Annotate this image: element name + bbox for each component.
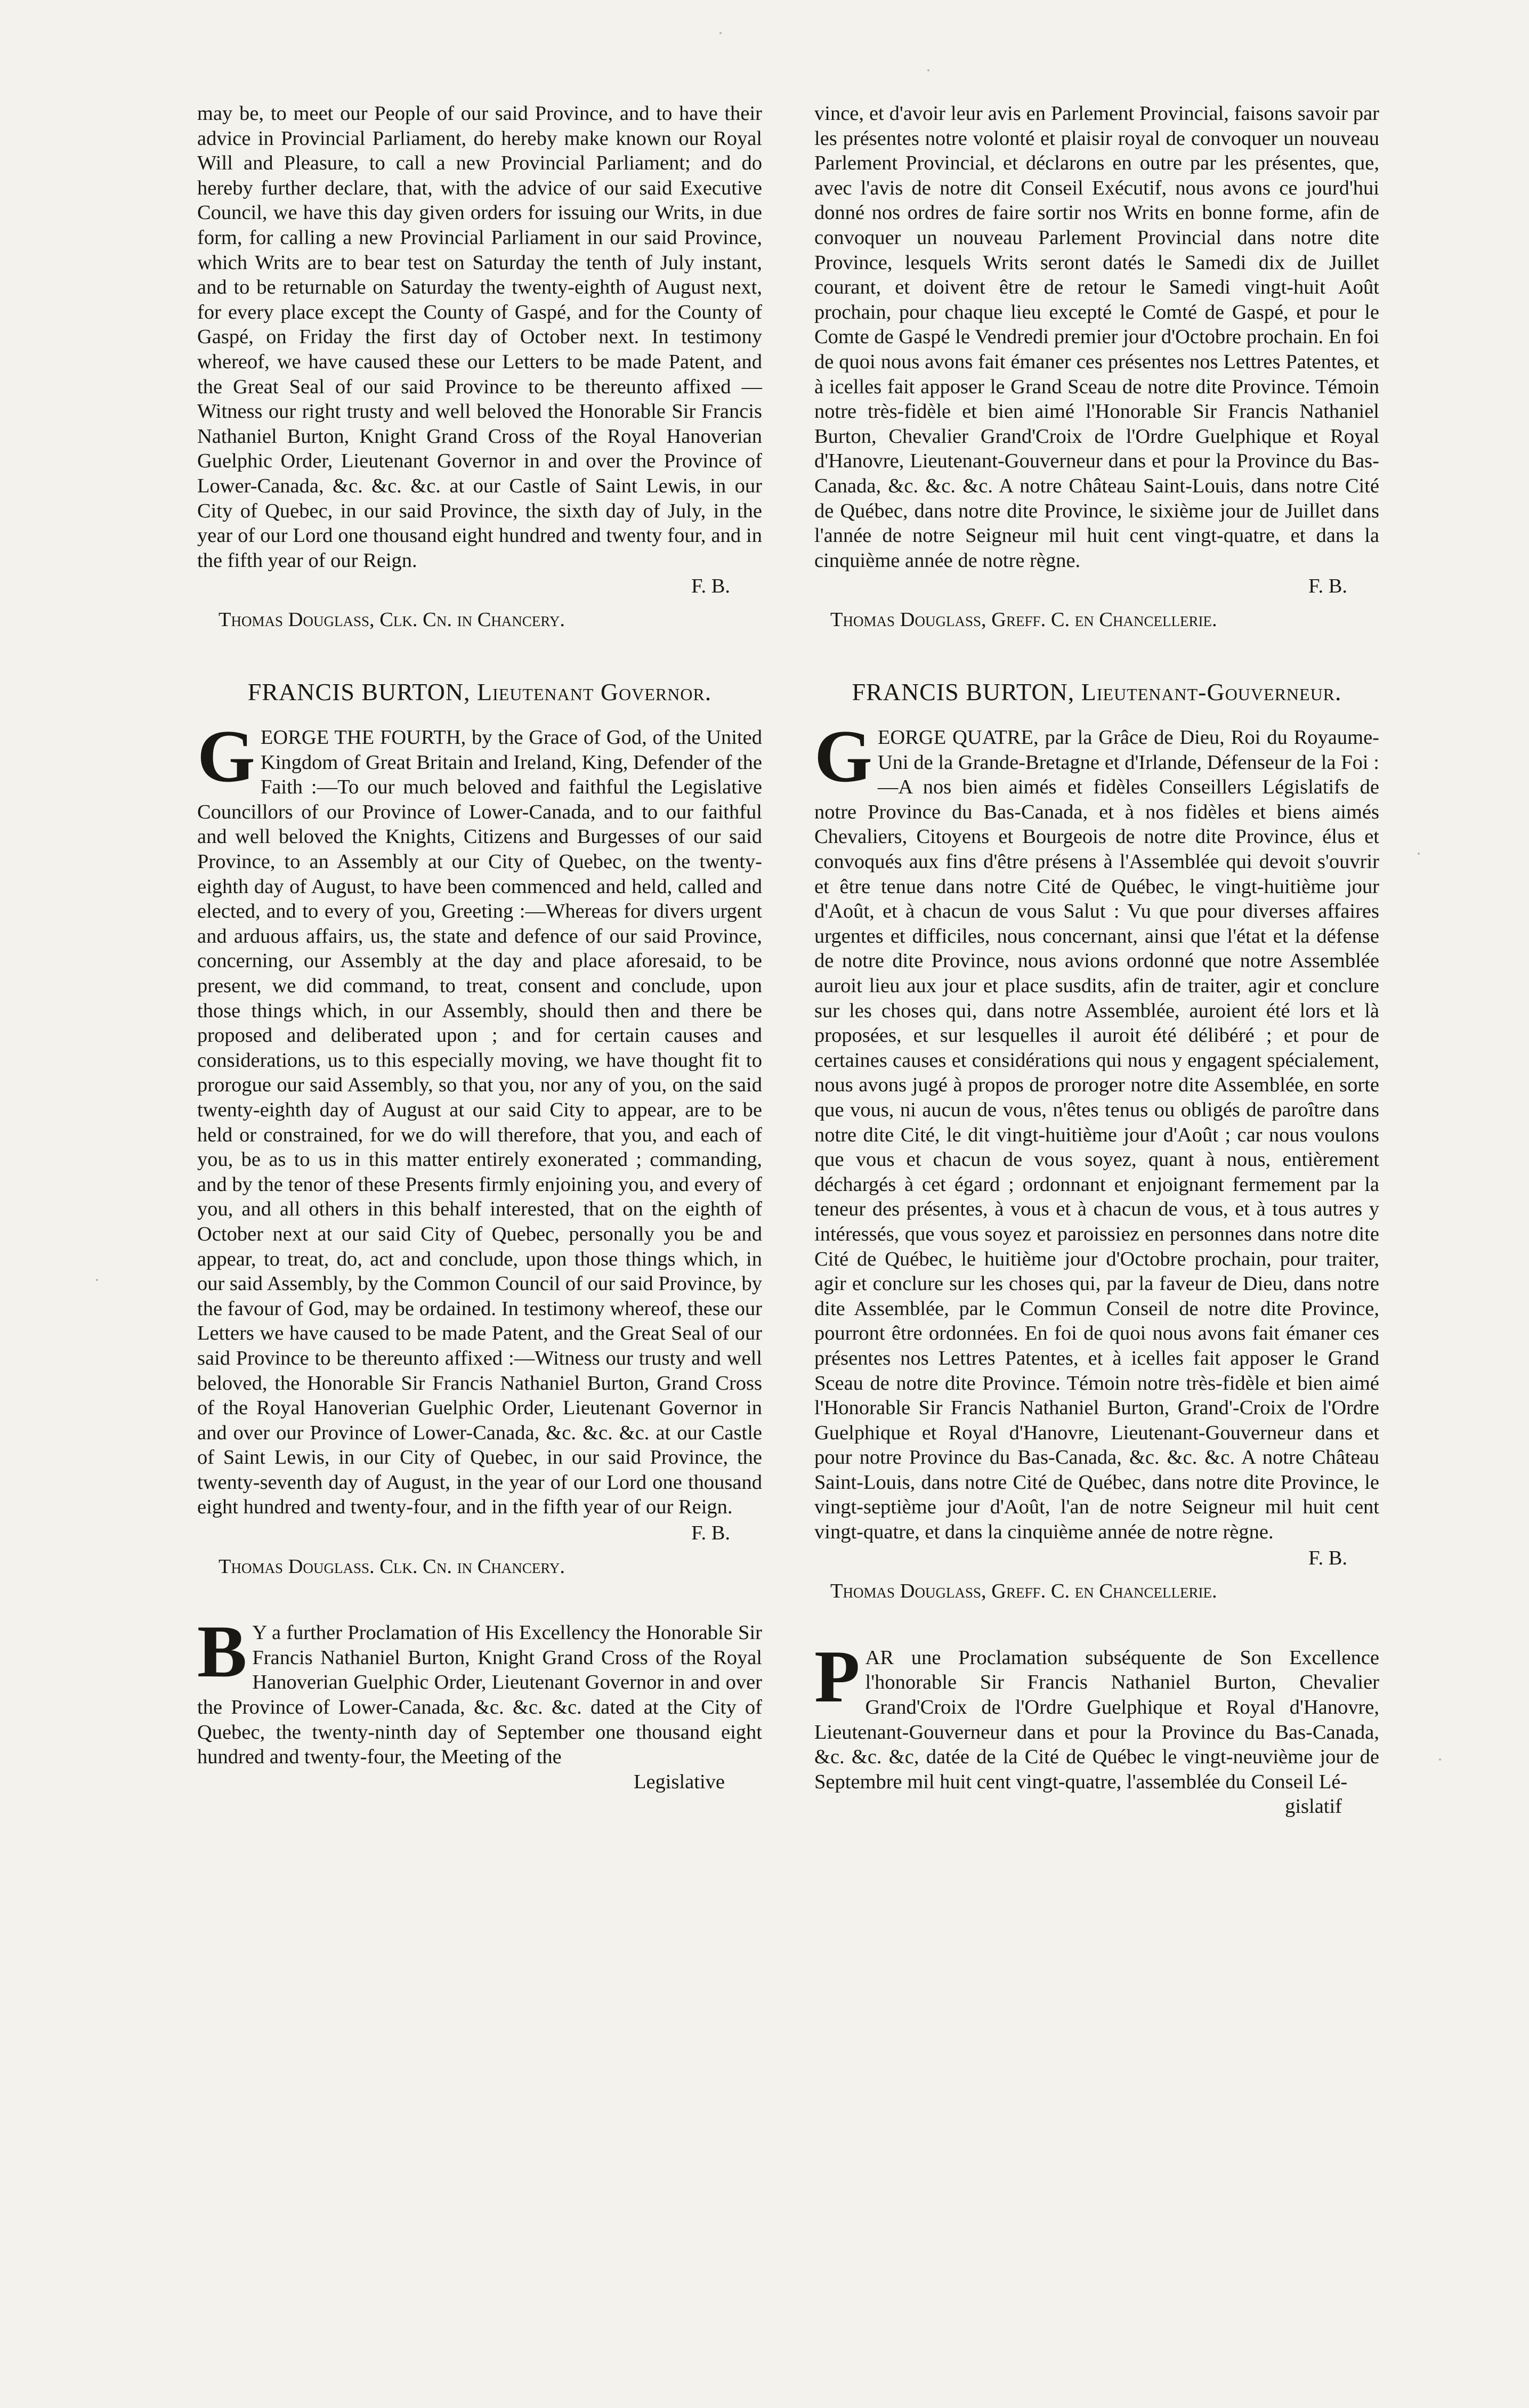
proclamation-body: Y a further Proclamation of His Excellency the Honorable Sir Francis Nathaniel Burton, Knight Grand Cross of the Royal Hanoverian Guelphic Order, Lieutenant Governor in and over the Province of Lower-Canada, &c. &c. &c. dated at the City of Quebec, the twenty-ninth day of September one thousand eight hundred and twenty-four, the Meeting of the <box>197 1621 762 1769</box>
clerk-signature: Thomas Douglass, Greff. C. en Chancellerie. <box>830 1580 1217 1603</box>
section-heading <box>814 680 1379 705</box>
section-heading <box>197 680 762 705</box>
english-column <box>197 101 762 1794</box>
print-speck <box>927 69 929 71</box>
heading-title: Lieutenant Governor. <box>477 678 712 706</box>
drop-cap: G <box>197 715 255 798</box>
proclamation-body: AR une Proclamation subséquente de Son Excellence l'honorable Sir Francis Nathaniel Burton, Chevalier Grand'Croix de l'Ordre Guelphique et Royal d'Hanovre, Lieutenant-Gouverneur dans et pour la Province du Bas-Canada, &c. &c. &c, datée de la Cité de Québec le vingt-neuvième jour de Septembre mil huit cent vingt-quatre, l'assemblée du Conseil Lé- <box>814 1646 1379 1793</box>
signature-initials: F. B. <box>1308 575 1347 598</box>
further-proclamation-en <box>197 1610 762 1770</box>
heading-name: FRANCIS BURTON, <box>247 678 471 706</box>
signature-initials: F. B. <box>691 1522 730 1545</box>
proclamation-prorogation-fr <box>814 715 1379 1545</box>
catchword: Legislative <box>633 1770 725 1793</box>
drop-cap: P <box>814 1635 860 1718</box>
proclamation-prorogation-en <box>197 715 762 1520</box>
opening-words: EORGE QUATRE, <box>877 726 1039 749</box>
print-speck <box>96 1279 98 1281</box>
drop-cap: G <box>814 715 872 798</box>
further-proclamation-fr <box>814 1635 1379 1795</box>
proclamation-continuation-en: may be, to meet our People of our said Province, and to have their advice in Provincial Parliament, do hereby make known our Royal Will and Pleasure, to call a new Provincial Parliament; and do hereby further declare, that, with the advice of our said Executive Council, we have this day given orders for issuing our Writs, in due form, for calling a new Provincial Parliament in our said Province, which Writs are to bear test on Saturday the tenth of July instant, and to be returnable on Saturday the twenty-eighth of August next, for every place except the County of Gaspé, and for the County of Gaspé, on Friday the first day of October next. In testimony whereof, we have caused these our Letters to be made Patent, and the Great Seal of our said Province to be thereunto affixed —Witness our right trusty and well beloved the Honorable Sir Francis Nathaniel Burton, Knight Grand Cross of the Royal Hanoverian Guelphic Order, Lieutenant Governor in and over the Province of Lower-Canada, &c. &c. &c. at our Castle of Saint Lewis, in our City of Quebec, in our said Province, the sixth day of July, in the year of our Lord one thousand eight hundred and twenty four, and in the fifth year of our Reign. <box>197 102 762 572</box>
print-speck <box>1418 853 1420 855</box>
french-column <box>814 101 1379 1819</box>
clerk-signature: Thomas Douglass, Clk. Cn. in Chancery. <box>219 608 565 631</box>
print-speck <box>1439 1758 1441 1761</box>
print-speck <box>719 32 722 34</box>
proclamation-body: par la Grâce de Dieu, Roi du Royaume-Uni de la Grande-Bretagne et d'Irlande, Défenseur de la Foi :—A nos bien aimés et fidèles Conseillers Législatifs de notre Province du Bas-Canada, et à nos fidèles et biens aimés Chevaliers, Citoyens et Bourgeois de notre dite Province, élus et convoqués aux fins d'être présens à l'Assemblée qui devoit s'ouvrir et être tenue dans notre Cité de Québec, le vingt-huitième jour d'Août, et à chacun de vous Salut : Vu que pour diverses affaires urgentes et difficiles, nous concernant, ainsi que l'état et la défense de notre dite Province, nous avions ordonné que notre Assemblée auroit lieu aux jour et place susdits, afin de traiter, agir et conclure sur les choses qui, dans notre Assemblée, auroient été lors et là proposées, et sur lesquelles il auroit été délibéré ; et pour de certaines causes et considérations qui nous y engagent spécialement, nous avons jugé à propos de proroger notre dite Assemblée, en sorte que vous, ni aucun de vous, n'êtes tenus ou obligés de paroître dans notre dite Cité, le dit vingt-huitième jour d'Août ; car nous voulons que vous et chacun de vous soyez, quant à nous, entièrement déchargés à cet égard ; ordonnant et enjoignant fermement par la teneur des présentes, à vous et à chacun de vous, et à tous autres y intéressés, que vous soyez et paroissiez en personnes dans notre dite Cité de Québec, le huitième jour d'Octobre prochain, pour traiter, agir et conclure sur les choses qui, par la faveur de Dieu, dans notre dite Assemblée, par le Commun Conseil de notre dite Province, pourront être ordonnées. En foi de quoi nous avons fait émaner ces présentes nos Lettres Patentes, et à icelles fait apposer le Grand Sceau de notre dite Province. Témoin notre très-fidèle et bien aimé l'Honorable Sir Francis Nathaniel Burton, Grand'-Croix de l'Ordre Guelphique et Royal d'Hanovre, Lieutenant-Gouverneur dans et pour notre Province du Bas-Canada, &c. &c. &c. A notre Château Saint-Louis, dans notre Cité de Québec, dans notre dite Province, le vingt-septième jour d'Août, l'an de notre Seigneur mil huit cent vingt-quatre, et dans la cinquième année de notre règne. <box>814 726 1379 1544</box>
opening-words: EORGE THE FOURTH, <box>260 726 466 749</box>
proclamation-continuation-fr: vince, et d'avoir leur avis en Parlement Provincial, faisons savoir par les présentes notre volonté et plaisir royal de convoquer un nouveau Parlement Provincial, et déclarons en outre par les présentes, que, avec l'avis de notre dit Conseil Exécutif, nous avons ce jourd'hui donné nos ordres de faire sortir nos Writs en bonne forme, afin de convoquer un nouveau Parlement Provincial dans notre dite Province, lesquels Writs seront datés le Samedi dix de Juillet courant, et doivent être de retour le Samedi vingt-huit Août prochain, pour chaque lieu excepté le Comté de Gaspé, et pour le Comte de Gaspé le Vendredi premier jour d'Octobre prochain. En foi de quoi nous avons fait émaner ces présentes nos Lettres Patentes, et à icelles fait apposer le Grand Sceau de notre dite Province. Témoin notre très-fidèle et bien aimé l'Honorable Sir Francis Nathaniel Burton, Chevalier Grand'Croix de l'Ordre Guelphique et Royal d'Hanovre, Lieutenant-Gouverneur dans et pour la Province du Bas-Canada, &c. &c. &c. A notre Château Saint-Louis, dans notre Cité de Québec, dans notre dite Province, le sixième jour de Juillet dans l'année de notre Seigneur mil huit cent vingt-quatre, et dans la cinquième année de notre règne. <box>814 102 1379 572</box>
heading-title: Lieutenant-Gouverneur. <box>1081 678 1342 706</box>
heading-name: FRANCIS BURTON, <box>852 678 1075 706</box>
signature-initials: F. B. <box>691 575 730 598</box>
signature-initials: F. B. <box>1308 1546 1347 1569</box>
drop-cap: B <box>197 1610 247 1693</box>
clerk-signature: Thomas Douglass. Clk. Cn. in Chancery. <box>219 1555 565 1578</box>
proclamation-body: by the Grace of God, of the United Kingdom of Great Britain and Ireland, King, Defender of the Faith :—To our much beloved and faithful the Legislative Councillors of our Province of Lower-Canada, and to our faithful and well beloved the Knights, Citizens and Burgesses of our said Province, to an Assembly at our City of Quebec, on the twenty-eighth day of August, to have been commenced and held, called and elected, and to every of you, Greeting :—Whereas for divers urgent and arduous affairs, us, the state and defence of our said Province, concerning, our Assembly at the day and place aforesaid, to be present, we did command, to treat, consent and conclude, upon those things which, in our Assembly, should then and there be proposed and deliberated upon ; and for certain causes and considerations, us to this especially moving, we have thought fit to prorogue our said Assembly, so that you, nor any of you, on the said twenty-eighth day of August at our said City to appear, are to be held or constrained, for we do will therefore, that you, and each of you, be as to us in this matter entirely exonerated ; commanding, and by the tenor of these Presents firmly enjoining you, and every of you, and all others in this behalf interested, that on the eighth of October next at our said City of Quebec, personally you be and appear, to treat, do, act and conclude, upon those things which, in our said Assembly, by the Common Council of our said Province, by the favour of God, may be ordained. In testimony whereof, these our Letters we have caused to be made Patent, and the Great Seal of our said Province to be thereunto affixed :—Witness our trusty and well beloved, the Honorable Sir Francis Nathaniel Burton, Grand Cross of the Royal Hanoverian Guelphic Order, Lieutenant Governor in and over our Province of Lower-Canada, &c. &c. &c. at our Castle of Saint Lewis, in our City of Quebec, in our said Province, the twenty-seventh day of August, in the year of our Lord one thousand eight hundred and twenty-four, and in the fifth year of our Reign. <box>197 726 762 1519</box>
clerk-signature: Thomas Douglass, Greff. C. en Chancellerie. <box>830 608 1217 631</box>
catchword: gislatif <box>1285 1795 1342 1818</box>
